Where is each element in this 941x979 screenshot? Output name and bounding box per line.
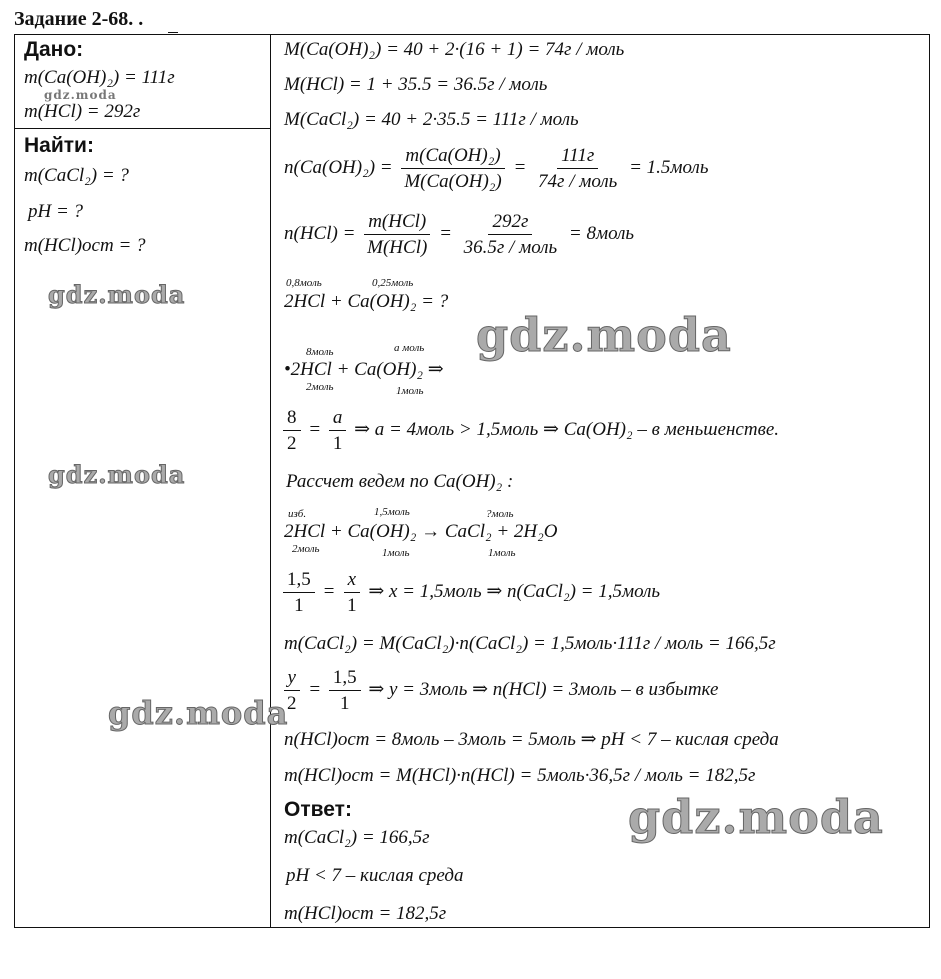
reaction-question: 2HCl + Ca(OH)₂ = ? <box>284 291 449 312</box>
fraction-numerator: m(HCl) <box>364 212 430 235</box>
moles-caoh2-result: = 1.5моль <box>629 156 709 178</box>
moles-hcl: n(HCl) = $\frac{\text{m(HCl)}}{\text{M(HCl)}}$ = $\frac{292г}{\text{36.5г / моль}}$ = 8моль <box>284 211 635 258</box>
proportion-x-result: ⇒ x = 1,5моль ⇒ n(CaCl₂) = 1,5моль <box>368 580 661 602</box>
fraction-denominator: 74г / моль <box>538 171 618 192</box>
given-heading: Дано: <box>24 38 84 61</box>
watermark: gdz.moda <box>628 790 884 844</box>
fraction-numerator: 1,5 <box>283 570 315 593</box>
watermark: gdz.moda <box>108 694 289 732</box>
reaction-annotation: а моль <box>394 342 425 354</box>
calculation-basis: Рассчет ведем по Ca(OH)₂ : <box>286 471 514 492</box>
reaction-annotation: 1моль <box>396 385 424 397</box>
reaction-ratio: •2HCl + Ca(OH)₂ ⇒ <box>284 359 444 380</box>
fraction-denominator: 1 <box>339 693 350 714</box>
fraction-denominator: M(HCl) <box>367 237 428 258</box>
molar-mass-caoh2: M(Ca(OH)₂) = 40 + 2·(16 + 1) = 74г / моль <box>284 39 625 60</box>
fraction-numerator: 1,5 <box>329 668 361 691</box>
excess-hcl: n(HCl)ост = 8моль – 3моль = 5моль ⇒ pH < 7 – кислая среда <box>284 729 779 750</box>
mass-excess-hcl: m(HCl)ост = M(HCl)·n(HCl) = 5моль·36,5г / моль = 182,5г <box>284 765 756 786</box>
fraction-numerator: m(Ca(OH)₂) <box>401 146 504 169</box>
reaction-annotation: 1моль <box>488 547 516 559</box>
proportion-x: $\frac{1,5}{1}$ = $\frac{x}{1}$ ⇒ x = 1,5моль ⇒ n(CaCl₂) = 1,5моль <box>280 570 660 615</box>
answer-line: m(CaCl₂) = 166,5г <box>284 827 430 848</box>
given-line: m(HCl) = 292г <box>24 101 141 122</box>
column-divider <box>270 34 271 928</box>
reaction-annotation: изб. <box>288 508 307 520</box>
molar-mass-cacl2: M(CaCl₂) = 40 + 2·35.5 = 111г / моль <box>284 109 579 130</box>
proportion-y: $\frac{y}{2}$ = $\frac{1,5}{1}$ ⇒ y = 3моль ⇒ n(HCl) = 3моль – в избытке <box>280 668 718 713</box>
given-line: m(Ca(OH)₂) = 111г <box>24 67 175 88</box>
find-line: m(HCl)ост = ? <box>24 235 146 256</box>
fraction-denominator: 2 <box>287 433 297 454</box>
watermark: gdz.moda <box>44 88 117 102</box>
title-underline <box>168 32 178 33</box>
reaction-annotation: 1,5моль <box>374 506 410 518</box>
given-find-divider <box>14 128 271 129</box>
reaction-annotation: 0,25моль <box>372 277 414 289</box>
reaction-annotation: 2моль <box>292 543 320 555</box>
task-title: Задание 2-68. . <box>14 8 144 30</box>
find-heading: Найти: <box>24 134 94 157</box>
molar-mass-hcl: M(HCl) = 1 + 35.5 = 36.5г / моль <box>284 74 548 95</box>
answer-line: m(HCl)ост = 182,5г <box>284 903 447 924</box>
find-line: pH = ? <box>28 201 84 222</box>
reaction-annotation: 1моль <box>382 547 410 559</box>
reaction-annotation: 8моль <box>306 346 334 358</box>
fraction-denominator: 1 <box>294 595 304 616</box>
mass-cacl2: m(CaCl₂) = M(CaCl₂)·n(CaCl₂) = 1,5моль·111г / моль = 166,5г <box>284 633 776 654</box>
reaction-annotation: ?моль <box>486 508 514 520</box>
proportion-conclusion: ⇒ a = 4моль > 1,5моль ⇒ Ca(OH)₂ – в меньшенстве. <box>354 418 780 440</box>
moles-hcl-lhs: n(HCl) = <box>284 222 356 244</box>
answer-heading: Ответ: <box>284 798 352 821</box>
moles-caoh2: n(Ca(OH)₂) = $\frac{\text{m(Ca(OH)₂)}}{\text{M(Ca(OH)₂)}}$ = $\frac{111г}{\text{74г / моль}}$ = 1.5моль <box>284 145 709 192</box>
moles-hcl-result: = 8моль <box>568 222 635 244</box>
fraction-denominator: 2 <box>287 693 297 714</box>
fraction-denominator: 1 <box>347 595 357 616</box>
reaction-equation: 2HCl + Ca(OH)₂ → CaCl₂ + 2H₂O <box>284 521 558 542</box>
fraction-denominator: 36.5г / моль <box>463 237 558 258</box>
fraction-numerator: x <box>344 570 360 593</box>
fraction-numerator: 111г <box>557 146 598 169</box>
find-line: m(CaCl₂) = ? <box>24 165 129 186</box>
fraction-numerator: a <box>329 408 347 431</box>
watermark: gdz.moda <box>476 308 732 362</box>
fraction-numerator: 292г <box>488 212 532 235</box>
proportion-y-result: ⇒ y = 3моль ⇒ n(HCl) = 3моль – в избытке <box>368 678 719 700</box>
reaction-annotation: 0,8моль <box>286 277 322 289</box>
fraction-numerator: y <box>284 668 300 691</box>
proportion-limiting: $\frac{8}{2}$ = $\frac{a}{1}$ ⇒ a = 4моль > 1,5моль ⇒ Ca(OH)₂ – в меньшенстве. <box>280 408 779 453</box>
fraction-denominator: M(Ca(OH)₂) <box>404 171 502 192</box>
reaction-annotation: 2моль <box>306 381 334 393</box>
watermark: gdz.moda <box>48 460 186 489</box>
fraction-denominator: 1 <box>332 433 343 454</box>
fraction-numerator: 8 <box>283 408 301 431</box>
moles-caoh2-lhs: n(Ca(OH)₂) = <box>284 156 393 178</box>
answer-line: pH < 7 – кислая среда <box>286 865 464 886</box>
watermark: gdz.moda <box>48 280 186 309</box>
